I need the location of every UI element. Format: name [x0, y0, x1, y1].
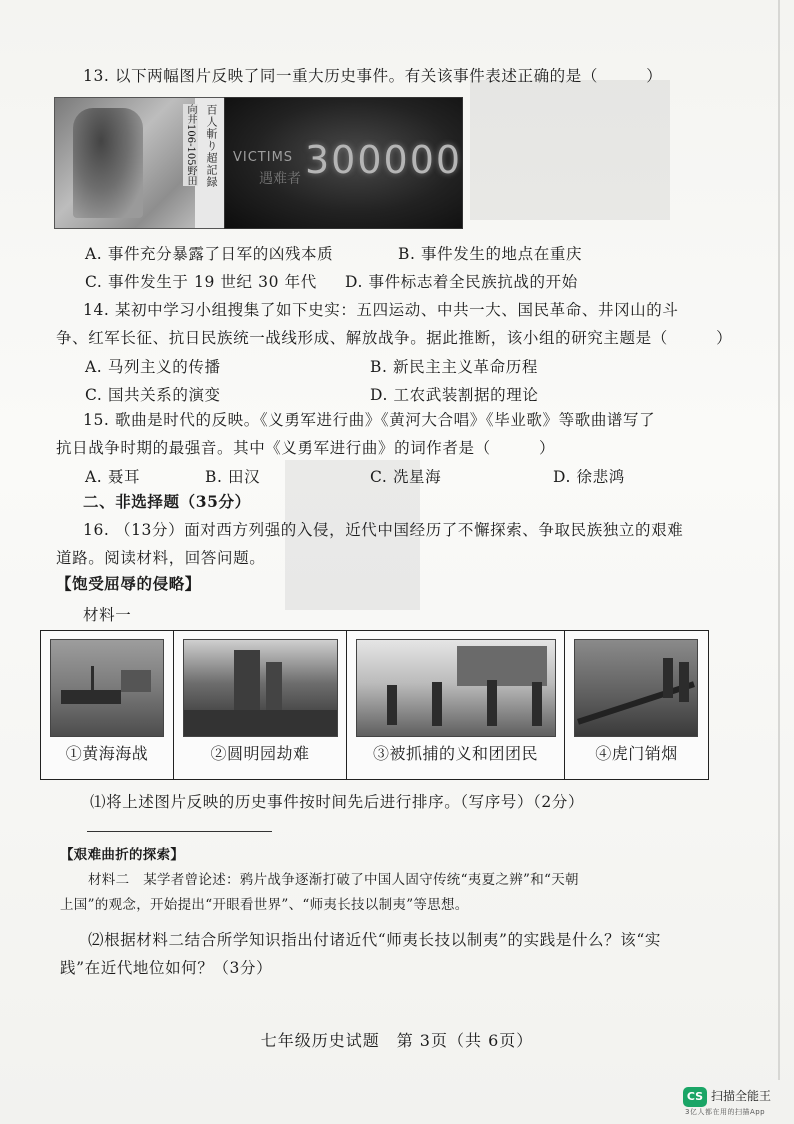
- q15-option-b[interactable]: B. 田汉: [205, 468, 261, 486]
- picture-cell-2: [174, 631, 347, 779]
- camscanner-watermark: [683, 1085, 791, 1121]
- q14-option-c[interactable]: C. 国共关系的演变: [85, 386, 221, 404]
- q15-stem-line1: 15. 歌曲是时代的反映。《义勇军进行曲》《黄河大合唱》《毕业歌》等歌曲谱写了: [83, 411, 656, 429]
- q13-image-memorial: [224, 97, 463, 229]
- q13-stem: 13. 以下两幅图片反映了同一重大历史事件。有关该事件表述正确的是（ ）: [83, 67, 663, 85]
- picture-cell-1: [41, 631, 174, 779]
- q13-option-a[interactable]: A. 事件充分暴露了日军的凶残本质: [85, 245, 334, 263]
- q14-option-d[interactable]: D. 工农武装割据的理论: [370, 386, 539, 404]
- q13-option-d[interactable]: D. 事件标志着全民族抗战的开始: [345, 273, 578, 291]
- memorial-victims-text: VICTIMS: [233, 150, 294, 165]
- caption-1: ①黄海海战: [65, 744, 149, 763]
- page-footer: 七年级历史试题 第 3页（共 6页）: [260, 1031, 534, 1050]
- caption-2: ②圆明园劫难: [210, 744, 310, 763]
- q16-subquestion-1: ⑴将上述图片反映的历史事件按时间先后进行排序。（写序号）（2分）: [90, 793, 585, 811]
- soldiers-figure: [73, 108, 143, 218]
- q13-option-c[interactable]: C. 事件发生于 19 世纪 30 年代: [85, 273, 317, 291]
- q16-stem-line2: 道路。阅读材料，回答问题。: [56, 549, 266, 567]
- bleed-through: [470, 80, 670, 220]
- q14-stem-line2: 争、红军长征、抗日民族统一战线形成、解放战争。据此推断，该小组的研究主题是（ ）: [56, 329, 733, 347]
- divider-line: [87, 831, 272, 832]
- newspaper-headline: 百人斬り超記録: [205, 104, 218, 188]
- boxer-captives-image: [356, 639, 556, 737]
- q16-subquestion-2-line1: ⑵根据材料二结合所学知识指出付诸近代“师夷长技以制夷”的实践是什么？该“实: [88, 931, 661, 949]
- watermark-name: 扫描全能王: [711, 1089, 772, 1103]
- q13-option-b[interactable]: B. 事件发生的地点在重庆: [398, 245, 583, 263]
- q15-option-a[interactable]: A. 聂耳: [85, 468, 141, 486]
- q16-stem-line1: 16. （13分）面对西方列强的入侵，近代中国经历了不懈探索、争取民族独立的艰难: [83, 521, 684, 539]
- q15-option-c[interactable]: C. 冼星海: [370, 468, 442, 486]
- q14-option-a[interactable]: A. 马列主义的传播: [85, 358, 221, 376]
- scan-edge: [778, 0, 780, 1080]
- q14-option-b[interactable]: B. 新民主主义革命历程: [370, 358, 538, 376]
- subsection-title-exploration: 【艰难曲折的探索】: [60, 847, 185, 863]
- naval-battle-image: [50, 639, 164, 737]
- material1-label: 材料一: [83, 606, 132, 624]
- q16-subquestion-2-line2: 践”在近代地位如何？（3分）: [60, 959, 273, 977]
- q15-stem-line2: 抗日战争时期的最强音。其中《义勇军进行曲》的词作者是（ ）: [56, 439, 556, 457]
- caption-3: ③被抓捕的义和团团民: [372, 744, 538, 763]
- newspaper-subline: 向井106-105野田: [185, 104, 196, 186]
- yuanmingyuan-ruins-image: [183, 639, 338, 737]
- material2-line2: 上国”的观念，开始提出“开眼看世界”、“师夷长技以制夷”等思想。: [60, 897, 469, 913]
- material2-line1: 材料二 某学者曾论述：鸦片战争逐渐打破了中国人固守传统“夷夏之辨”和“天朝: [88, 872, 579, 888]
- q14-stem-line1: 14. 某初中学习小组搜集了如下史实：五四运动、中共一大、国民革命、井冈山的斗: [83, 301, 679, 319]
- camscanner-icon: CS: [683, 1087, 707, 1107]
- watermark-subtitle: 3亿人都在用的扫描App: [685, 1108, 766, 1116]
- memorial-cjk-text: 遇难者: [259, 171, 301, 187]
- material1-picture-table: [40, 630, 709, 780]
- q13-image-newspaper: [54, 97, 226, 229]
- q15-option-d[interactable]: D. 徐悲鸿: [553, 468, 625, 486]
- picture-cell-4: [565, 631, 708, 779]
- picture-cell-3: [347, 631, 565, 779]
- subsection-title-invasion: 【饱受屈辱的侵略】: [56, 574, 201, 593]
- caption-4: ④虎门销烟: [595, 744, 678, 763]
- memorial-number: 300000: [305, 138, 463, 182]
- humen-opium-image: [574, 639, 698, 737]
- section-heading: 二、非选择题（35分）: [83, 492, 251, 511]
